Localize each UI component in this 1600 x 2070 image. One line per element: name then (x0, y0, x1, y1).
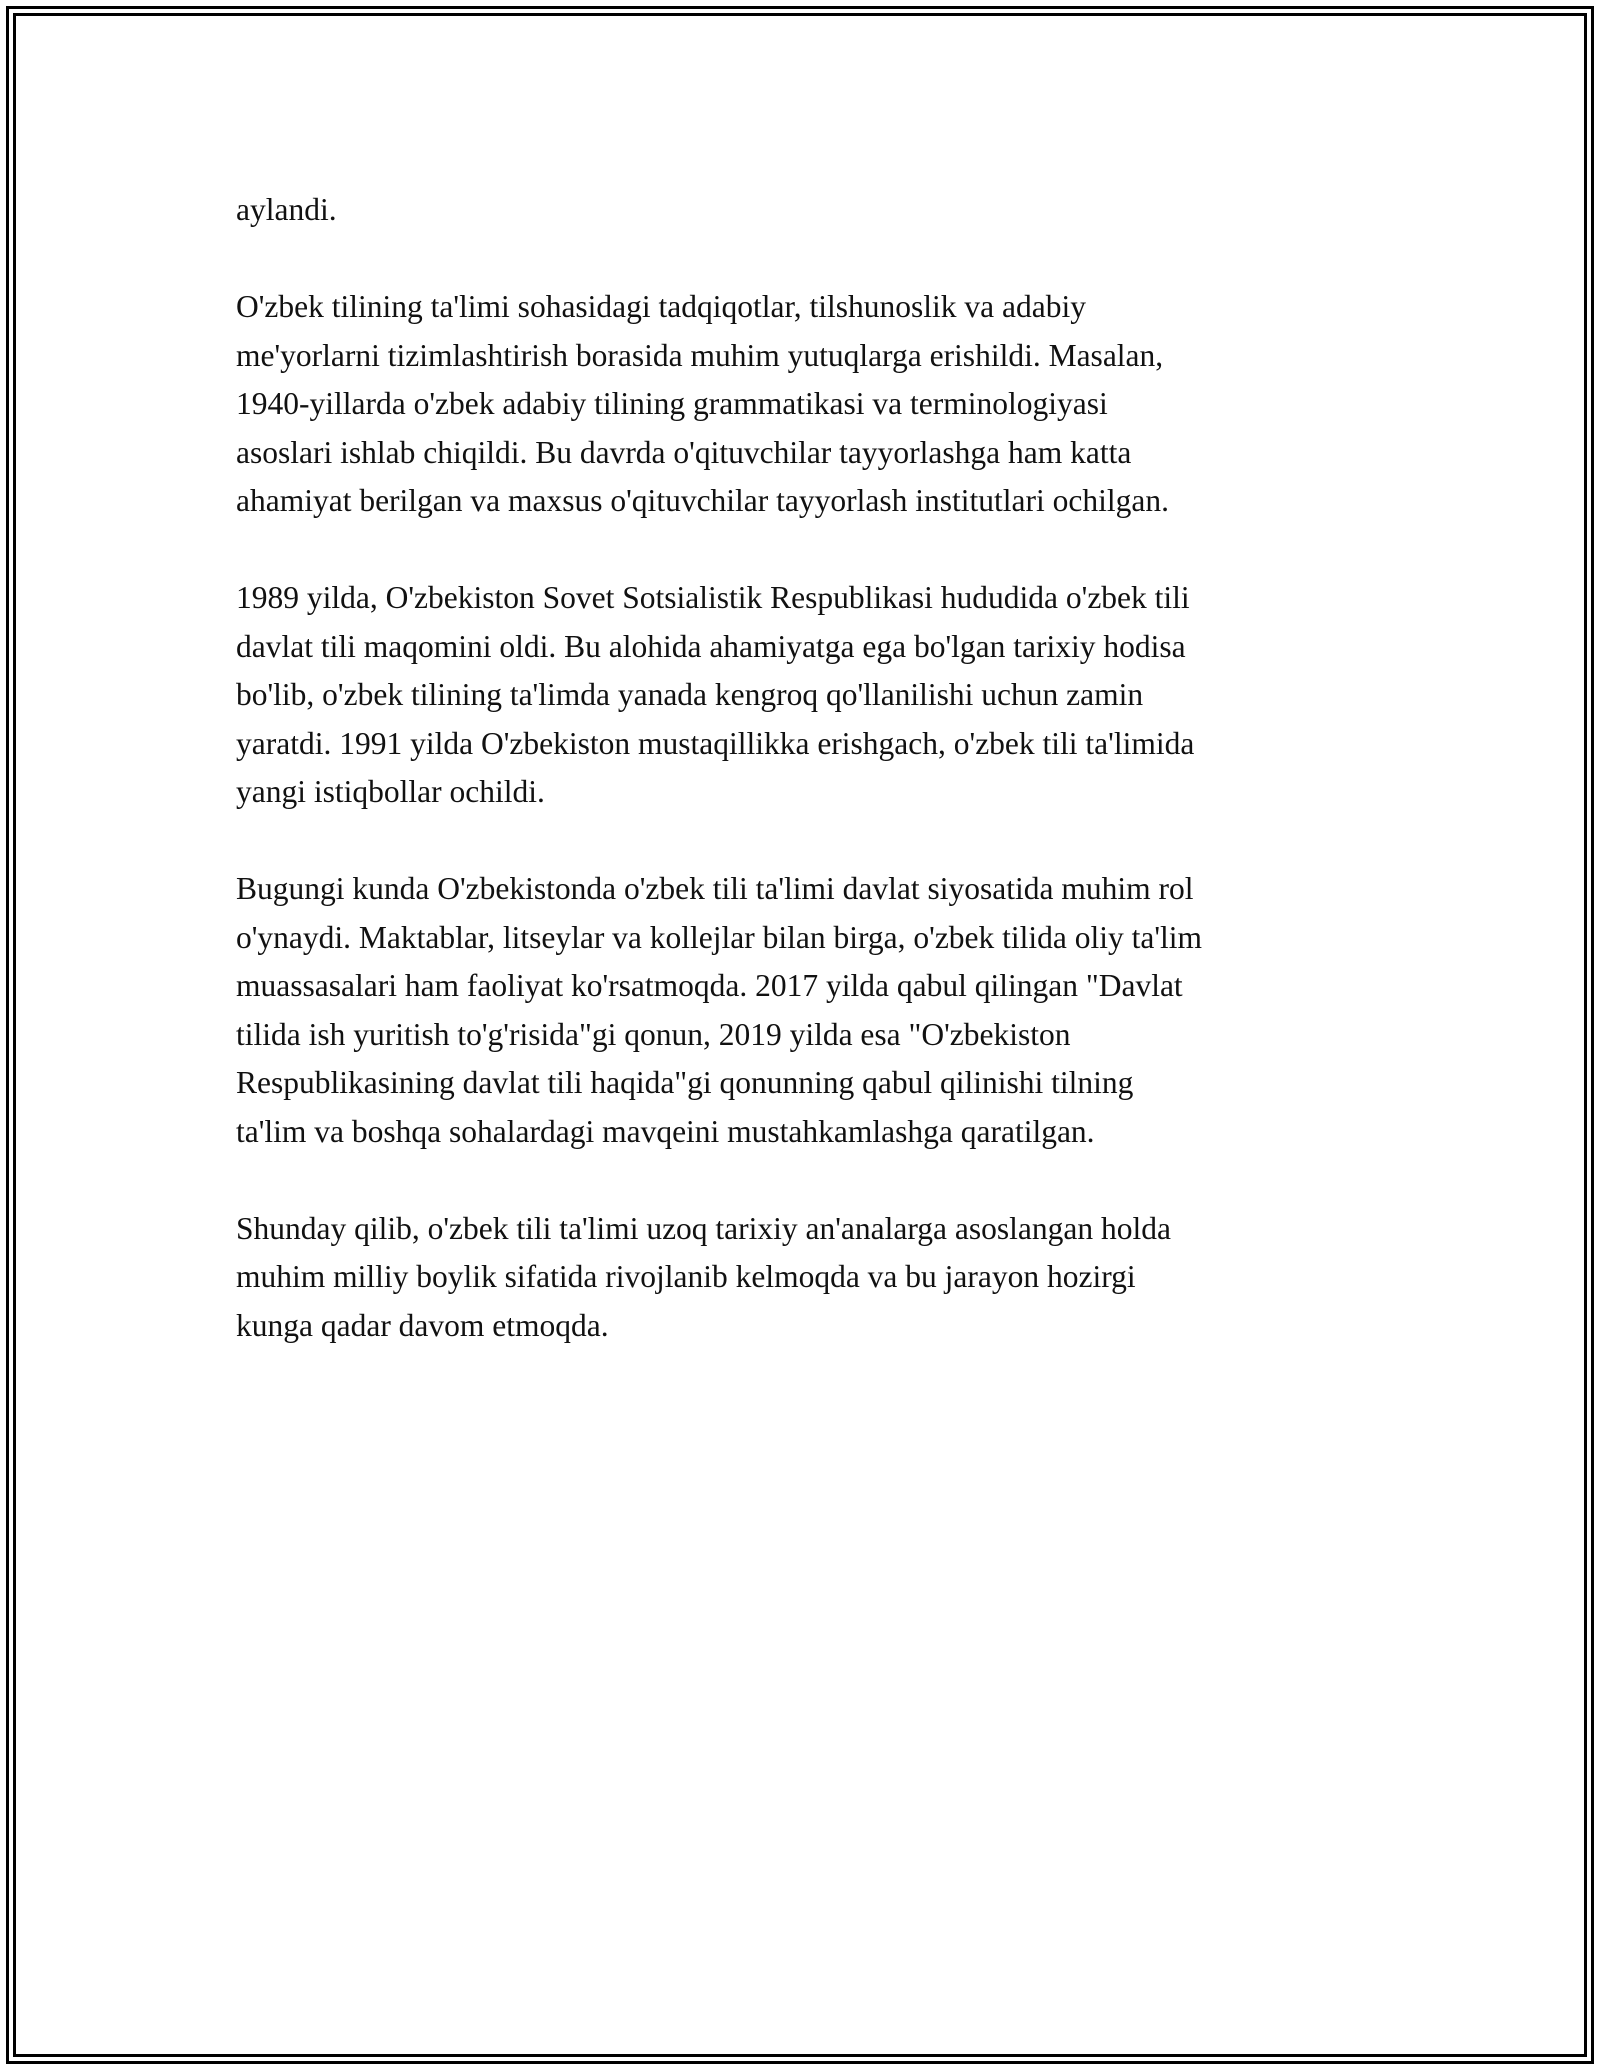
paragraph-today: Bugungi kunda O'zbekistonda o'zbek tili ta'limi davlat siyosatida muhim rol o'ynaydi. Maktablar, litseylar va kollejlar bilan birga, o'zbek tilida oliy ta'lim muassasalari ham faoliyat ko'rsatmoqda. 2017 yilda qabul qilingan "Davlat tilida ish yuritish to'g'risida"gi qonun, 2019 yilda esa "O'zbekiston Respublikasining davlat tili haqida"gi qonunning qabul qilinishi tilning ta'lim va boshqa sohalardagi mavqeini mustahkamlashga qaratilgan. (236, 871, 1203, 1149)
paragraph-conclusion: Shunday qilib, o'zbek tili ta'limi uzoq tarixiy an'analarga asoslangan holda muhim milliy boylik sifatida rivojlanib kelmoqda va bu jarayon hozirgi kunga qadar davom etmoqda. (236, 1210, 1171, 1343)
document-body (236, 186, 1386, 1399)
paragraph-research: O'zbek tilining ta'limi sohasidagi tadqiqotlar, tilshunoslik va adabiy me'yorlarni tizimlashtirish borasida muhim yutuqlarga erishildi. Masalan, 1940-yillarda o'zbek adabiy tilining grammatikasi va terminologiyasi asoslari ishlab chiqildi. Bu davrda o'qituvchilar tayyorlashga ham katta ahamiyat berilgan va maxsus o'qituvchilar tayyorlash institutlari ochilgan. (236, 289, 1169, 518)
paragraph-state-language: 1989 yilda, O'zbekiston Sovet Sotsialistik Respublikasi hududida o'zbek tili davlat tili maqomini oldi. Bu alohida ahamiyatga ega bo'lgan tarixiy hodisa bo'lib, o'zbek tilining ta'limda yanada kengroq qo'llanilishi uchun zamin yaratdi. 1991 yilda O'zbekiston mustaqillikka erishgach, o'zbek tili ta'limida yangi istiqbollar ochildi. (236, 580, 1195, 809)
paragraph-continuation: aylandi. (236, 192, 337, 227)
